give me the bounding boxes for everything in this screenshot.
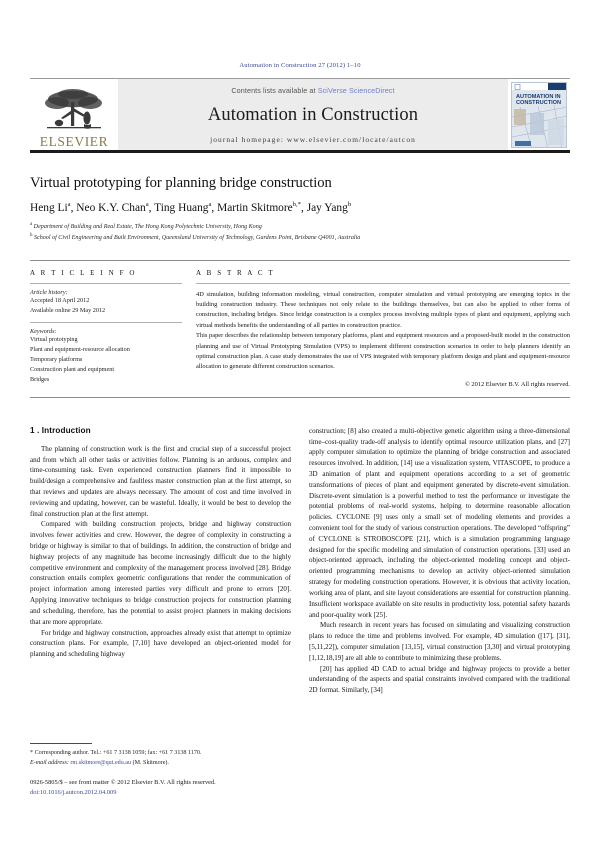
article-info-column xyxy=(30,269,194,388)
elsevier-wordmark: ELSEVIER xyxy=(39,133,109,149)
list-item: Available online 29 May 2012 xyxy=(30,306,106,314)
author-affiliation-marker: a xyxy=(67,201,71,208)
sciencedirect-link[interactable]: SciVerse ScienceDirect xyxy=(317,86,395,95)
body-columns xyxy=(30,426,570,798)
page-title: Virtual prototyping for planning bridge construction xyxy=(30,175,332,191)
author: Neo K.Y. Chan$^a$ xyxy=(76,201,149,214)
issn-line: 0926-5805/$ – see front matter © 2012 Elsevier B.V. All rights reserved. xyxy=(30,778,216,786)
affiliation-item: $^a$ Department of Building and Real Estate, The Hong Kong Polytechnic University, Hong Kong xyxy=(30,221,262,230)
abstract-paragraph: This paper describes the relationship between temporary platforms, plant and equipment resources and a proposed-built model in the construction planning and use of Virtual Prototyping Simulation (VPS) to implement different construction scenarios in order to help planners identify an optimal construction plan. A case study demonstrates the use of VPS integrated with temporary platform design and plant and equipment-resource allocation to generate different construction scenarios. xyxy=(196,332,570,371)
abstract-heading: A B S T R A C T xyxy=(196,268,275,277)
list-item: Plant and equipment-resource allocation xyxy=(30,345,130,353)
cover-artwork-icon xyxy=(512,83,567,148)
journal-title: Automation in Construction xyxy=(207,104,419,125)
body-paragraph: Much research in recent years has focused on simulating and visualizing construction plans to reduce the time and problems involved. For example, 4D simulation ([17], [31], [5,11,22]), computer simulation [13,15], virtual construction [3,30] and virtual prototyping [1,12,18,19] are all able to contribute to minimizing these problems. xyxy=(309,621,570,662)
contents-lists-line xyxy=(231,86,394,95)
email-address-link[interactable]: rm.skitmore@qut.edu.au xyxy=(70,759,132,766)
masthead-center xyxy=(118,79,508,150)
body-paragraph: [20] has applied 4D CAD to actual bridge and highway projects to provide a better understanding of the aspects and spatial constraints involved compared with the traditional 2D format. Similarly, [34] xyxy=(309,664,570,695)
author-list: Heng Li$^a$, Neo K.Y. Chan$^a$, Ting Huang$^a$, Martin Skitmore$^{b,*}$, Jay Yang$^b$ xyxy=(30,201,352,214)
article-info-heading: A R T I C L E I N F O xyxy=(30,268,137,277)
affiliation-list xyxy=(30,221,570,244)
svg-text:CONSTRUCTION: CONSTRUCTION xyxy=(516,99,562,106)
list-item: Virtual prototyping xyxy=(30,335,78,343)
author-affiliation-marker: a xyxy=(208,201,212,208)
keywords-label: Keywords: xyxy=(30,327,57,335)
list-item: Accepted 18 April 2012 xyxy=(30,296,90,304)
body-paragraph: construction; [8] also created a multi-objective genetic algorithm using a three-dimensional time–cost-quality trade-off analysis to identify optimal resource utilization plans, and [27] apply computer simulation to optimize the planning of bridge construction and associated resources involved. In addition, [14] use a visualization system, VITASCOPE, to produce a 3D animation of plant and equipment operations according to a set of geometric transformations of pieces of plant and equipment generated by discrete-event simulation. Discrete-event simulation is a powerful method to test the performance or investigate the potential problems of real-world systems, helping to determine reasonable allocation policies. CYCLONE [9] uses only a small set of modeling elements and provides a convenient tool for the study of various construction operations. The developed “offspring” of CYCLONE is STROBOSCOPE [21], which is a simulation programming language designed for the specific modeling and simulation of construction operations. [33] used an object-oriented approach, including the object-oriented modeling concept and object-oriented programming mechanisms to develop an activity object-oriented simulation strategy for modeling construction operations. However, it is obvious that activity location, working area of plant, and site layout considerations are essential for construction planning. Insufficient workspace available on site results in productivity loss, potential safety hazards and poor-quality work [25]. xyxy=(309,426,570,619)
doi-line[interactable]: doi:10.1016/j.autcon.2012.04.009 xyxy=(30,788,117,796)
keywords-list xyxy=(30,335,182,385)
divider xyxy=(196,283,570,284)
footnote-block xyxy=(30,743,291,798)
contents-prefix: Contents lists available at xyxy=(231,86,318,95)
email-label: E-mail address: xyxy=(30,759,69,766)
svg-text:AUTOMATION IN: AUTOMATION IN xyxy=(516,93,561,100)
body-paragraph: The planning of construction work is the first and crucial step of a successful project and from which all other tasks or activities follow. Planning is an arduous, complex and time-consuming task. Even experienced construction planners find it impossible to build/design a comprehensive and faultless master construction plan at the first attempt, so that reviews and updates are always necessary. The amount of cost and time involved in reviewing and updating, however, can be wasteful. Ideally, it would be best to develop the final construction plan at the first attempt. xyxy=(30,444,291,518)
author-affiliation-marker: b,* xyxy=(292,201,301,208)
body-paragraph: For bridge and highway construction, approaches already exist that attempt to optimize construction plans. For example, [7,10] have developed an object-oriented model for planning and scheduling highway xyxy=(30,628,291,659)
list-item: Temporary platforms xyxy=(30,355,83,363)
email-owner: (M. Skitmore). xyxy=(132,759,169,766)
author: Martin Skitmore$^{b,*}$ xyxy=(217,201,301,214)
article-history-list xyxy=(30,296,182,316)
issn-block xyxy=(30,778,291,798)
list-item: Construction plant and equipment xyxy=(30,365,115,373)
email-note xyxy=(30,759,291,769)
article-title-block xyxy=(30,153,570,244)
author: Jay Yang$^b$ xyxy=(306,201,352,214)
author: Heng Li$^a$ xyxy=(30,201,71,214)
body-column-right xyxy=(309,426,570,798)
copyright-line: © 2012 Elsevier B.V. All rights reserved. xyxy=(464,380,570,388)
info-abstract-panel xyxy=(30,260,570,398)
divider xyxy=(30,283,182,284)
article-history-label: Article history: xyxy=(30,288,68,296)
abstract-column xyxy=(194,269,570,388)
elsevier-tree-icon xyxy=(43,88,105,134)
journal-masthead xyxy=(30,78,570,150)
footnote-marker: * xyxy=(30,750,34,757)
elsevier-logo xyxy=(30,79,118,150)
journal-cover-thumbnail xyxy=(508,79,570,150)
author: Ting Huang$^a$ xyxy=(154,201,212,214)
list-item: Bridges xyxy=(30,376,50,384)
corresponding-author-note: * Corresponding author. Tel.: +61 7 3138 1059; fax: +61 7 3138 1170. xyxy=(30,750,202,757)
author-affiliation-marker: b xyxy=(347,201,352,208)
abstract-paragraph: 4D simulation, building information modeling, virtual construction, computer simulation and virtual prototyping are emerging topics in the building construction industry. These techniques not only relate to the buildings themselves, but can also be applied to other forms of construction, including bridges. Since bridge construction is a complex process involving multiple types of plant and equipment, applying such virtual methods benefits the understanding of all parties in construction practice. xyxy=(196,290,570,329)
footnote-divider xyxy=(30,743,92,744)
affiliation-item: $^b$ School of Civil Engineering and Built Environment, Queensland University of Technology, Gardens Point, Brisbane Q4001, Australia xyxy=(30,233,361,242)
running-head: Automation in Construction 27 (2012) 1–10 xyxy=(239,62,361,69)
journal-homepage-line[interactable]: journal homepage: www.elsevier.com/locate/autcon xyxy=(210,135,416,144)
section-heading-introduction: 1 . Introduction xyxy=(30,425,91,435)
body-paragraph: Compared with building construction projects, bridge and highway construction involves fewer activities and crew. However, the degree of complexity in constructing a bridge or highway is similar to that of buildings. In addition, the construction of bridge and highway projects of any magnitude has become increasingly difficult due to the highly competitive environment and complexity of the management process involved [28]. Bridge construction entails complex geometric configurations that render the communication of project information among interested parties very difficult and prone to errors [20]. Applying innovative techniques to bridge construction projects for construction planning and scheduling, therefore, has the potential to assist project planners in making decisions that are more appropriate. xyxy=(30,520,291,626)
body-column-left xyxy=(30,426,291,798)
divider xyxy=(30,322,182,323)
author-affiliation-marker: a xyxy=(145,201,149,208)
